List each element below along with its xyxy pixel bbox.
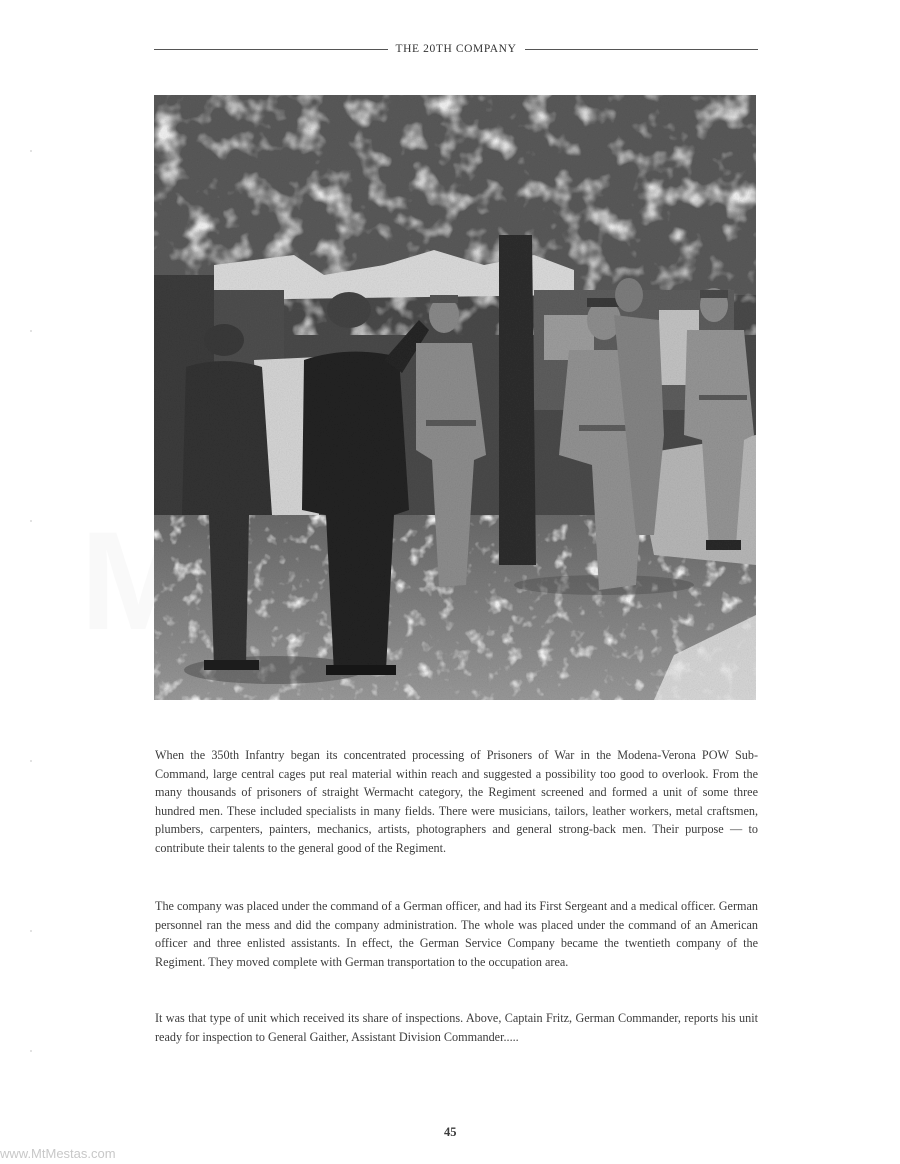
margin-mark bbox=[30, 330, 32, 332]
margin-mark bbox=[30, 150, 32, 152]
inspection-photograph bbox=[154, 95, 756, 700]
margin-mark bbox=[30, 1050, 32, 1052]
header-rule-right bbox=[525, 49, 759, 50]
running-title: THE 20TH COMPANY bbox=[395, 43, 517, 55]
header-rule-left bbox=[154, 49, 388, 50]
page-number: 45 bbox=[444, 1125, 457, 1139]
margin-mark bbox=[30, 930, 32, 932]
source-watermark: www.MtMestas.com bbox=[0, 1146, 116, 1161]
paragraph-2: The company was placed under the command of a German officer, and had its First Sergeant and a medical officer. German personnel ran the mess and did the company administration. The whole was placed under the command of an American officer and three enlisted assistants. In effect, the German Service Company became the twentieth company of the Regiment. They moved complete with German transportation to the occupation area. bbox=[155, 899, 758, 969]
running-header bbox=[154, 40, 758, 58]
paragraph-1: When the 350th Infantry began its concentrated processing of Prisoners of War in the Modena-Verona POW Sub-Command, large central cages put real material within reach and suggested a possibility too good to overlook. From the many thousands of prisoners of straight Wermacht category, the Regiment screened and formed a unit of some three hundred men. These included specialists in many fields. There were musicians, tailors, leather workers, metal craftsmen, plumbers, carpenters, painters, mechanics, artists, photographers and general strong-back men. Their purpose — to contribute their talents to the general good of the Regiment. bbox=[155, 748, 758, 855]
margin-mark bbox=[30, 520, 32, 522]
paragraph-3: It was that type of unit which received its share of inspections. Above, Captain Fritz, German Commander, reports his unit ready for inspection to General Gaither, Assistant Division Commander..... bbox=[155, 1011, 758, 1044]
margin-mark bbox=[30, 760, 32, 762]
